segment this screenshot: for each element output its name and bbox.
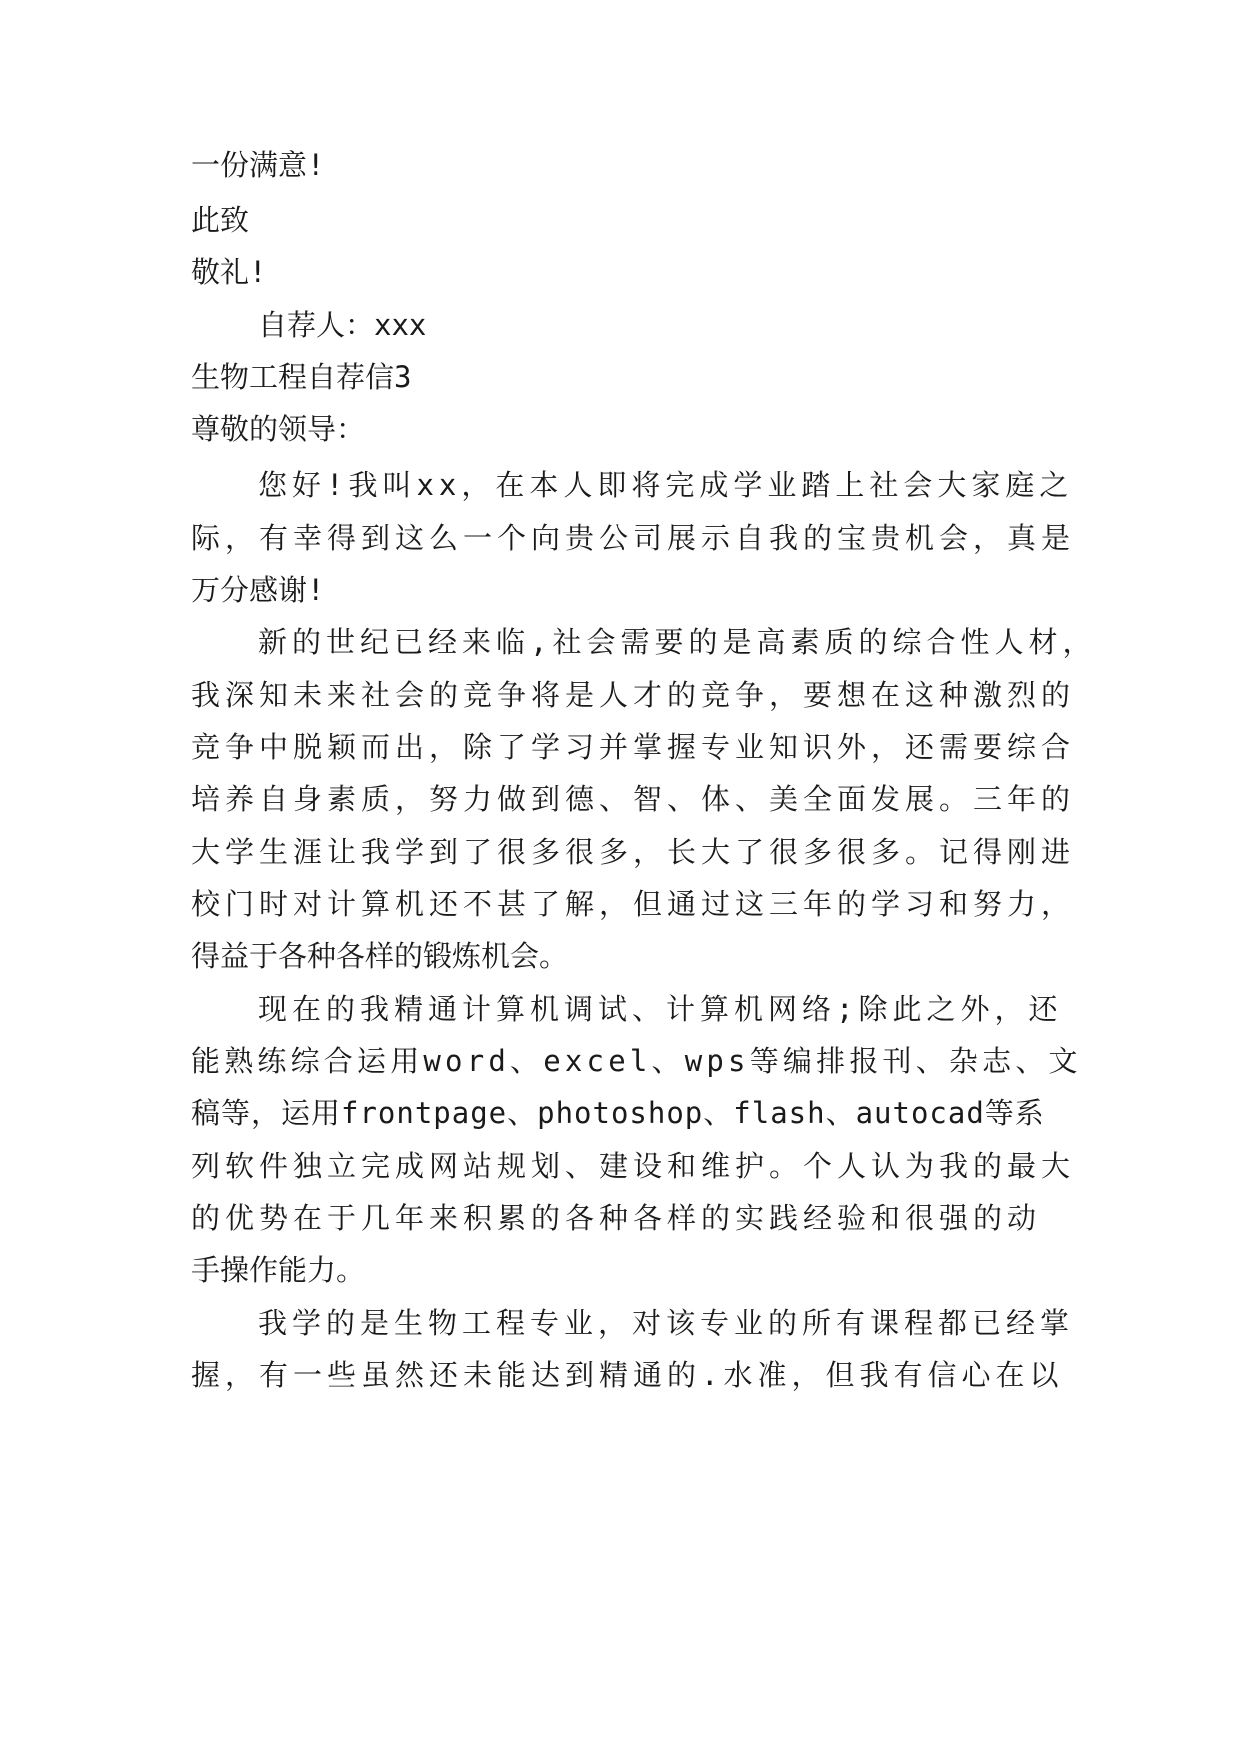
- paragraph-line: 现在的我精通计算机调试、计算机网络;除此之外，还: [258, 992, 1063, 1026]
- salutation-line: 敬礼!: [191, 255, 267, 289]
- greeting-line: 尊敬的领导：: [191, 412, 366, 446]
- paragraph-line: 您好!我叫xx，在本人即将完成学业踏上社会大家庭之: [258, 468, 1074, 502]
- closing-line: 一份满意!: [191, 148, 325, 182]
- paragraph-line: 的优势在于几年来积累的各种各样的实践经验和很强的动: [191, 1201, 1042, 1235]
- paragraph-line: 得益于各种各样的锻炼机会。: [191, 939, 569, 973]
- paragraph-line: 能熟练综合运用word、excel、wps等编排报刊、杂志、文: [191, 1044, 1082, 1078]
- paragraph-line: 新的世纪已经来临,社会需要的是高素质的综合性人材，: [258, 625, 1097, 659]
- paragraph-line: 万分感谢!: [191, 573, 325, 607]
- paragraph-line: 际，有幸得到这么一个向贵公司展示自我的宝贵机会，真是: [191, 521, 1076, 555]
- signature-line: 自荐人：xxx: [258, 308, 427, 342]
- paragraph-line: 培养自身素质，努力做到德、智、体、美全面发展。三年的: [191, 782, 1076, 816]
- letter-title: 生物工程自荐信3: [191, 360, 412, 394]
- paragraph-line: 列软件独立完成网站规划、建设和维护。个人认为我的最大: [191, 1149, 1076, 1183]
- salutation-line: 此致: [191, 203, 250, 237]
- paragraph-line: 稿等，运用frontpage、photoshop、flash、autocad等系: [191, 1096, 1045, 1130]
- paragraph-line: 校门时对计算机还不甚了解，但通过这三年的学习和努力，: [191, 887, 1076, 921]
- paragraph-line: 握，有一些虽然还未能达到精通的.水准，但我有信心在以: [191, 1358, 1064, 1392]
- paragraph-line: 我深知未来社会的竞争将是人才的竞争，要想在这种激烈的: [191, 678, 1076, 712]
- paragraph-line: 手操作能力。: [191, 1253, 366, 1287]
- paragraph-line: 我学的是生物工程专业，对该专业的所有课程都已经掌: [258, 1306, 1075, 1340]
- paragraph-line: 竞争中脱颖而出，除了学习并掌握专业知识外，还需要综合: [191, 730, 1076, 764]
- paragraph-line: 大学生涯让我学到了很多很多，长大了很多很多。记得刚进: [191, 835, 1076, 869]
